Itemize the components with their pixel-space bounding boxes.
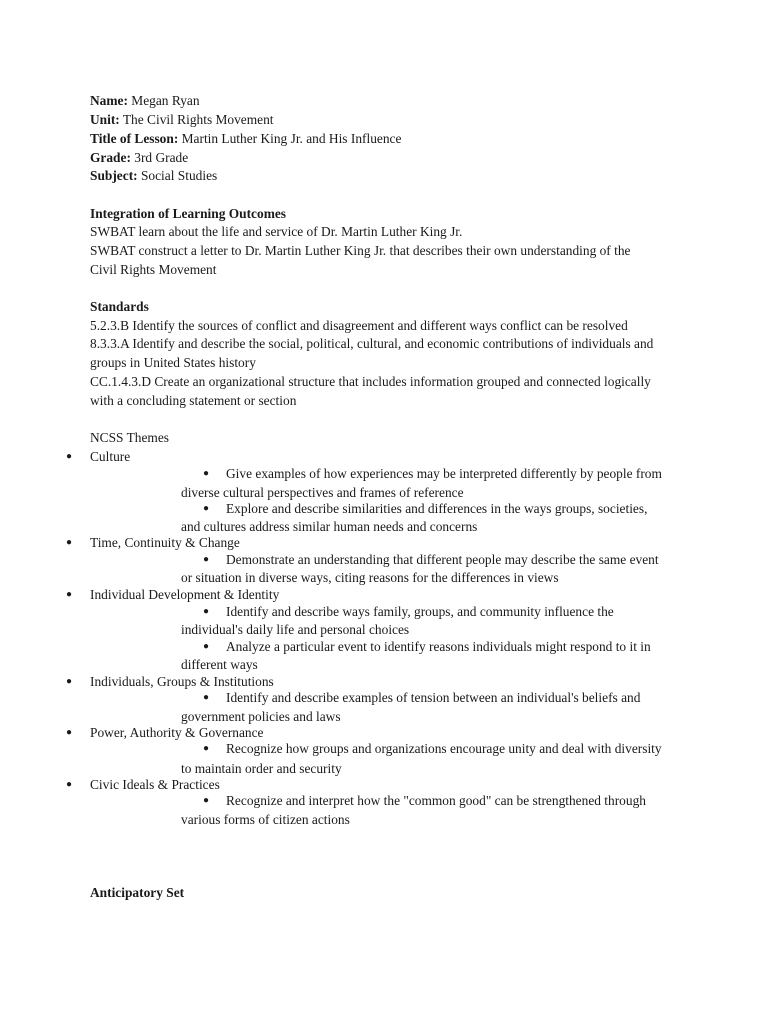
sub-item-cont: different ways [181, 657, 258, 672]
theme-item: Civic Ideals & Practices [90, 777, 220, 792]
sub-item: Explore and describe similarities and differences in the ways groups, societies, [226, 501, 648, 516]
bullet-icon: ● [203, 554, 210, 565]
sub-item: Analyze a particular event to identify reasons individuals might respond to it in [226, 639, 651, 654]
bullet-icon: ● [66, 589, 73, 600]
lesson-label: Title of Lesson: [90, 131, 179, 146]
sub-item-cont: to maintain order and security [181, 761, 342, 776]
outcomes-heading: Integration of Learning Outcomes [90, 206, 287, 221]
sub-item-cont: government policies and laws [181, 709, 341, 724]
sub-item: Give examples of how experiences may be interpreted differently by people from [226, 466, 662, 481]
standards-heading: Standards [90, 299, 149, 314]
bullet-icon: ● [203, 795, 210, 806]
grade-value: 3rd Grade [134, 150, 189, 165]
unit-value: The Civil Rights Movement [122, 112, 274, 127]
theme-item: Individuals, Groups & Institutions [90, 674, 274, 689]
theme-item: Power, Authority & Governance [90, 725, 264, 740]
grade-line [90, 149, 188, 167]
lesson-line [90, 130, 401, 148]
outcome-line: Civil Rights Movement [90, 262, 217, 277]
standard-line: CC.1.4.3.D Create an organizational structure that includes information grouped and connected logically [90, 374, 651, 389]
sub-item-cont: individual's daily life and personal choices [181, 622, 410, 637]
sub-item-cont: diverse cultural perspectives and frames of reference [181, 485, 464, 500]
outcome-line: SWBAT construct a letter to Dr. Martin Luther King Jr. that describes their own understanding of the [90, 243, 631, 258]
name-label: Name: [90, 93, 128, 108]
sub-item: Identify and describe examples of tension between an individual's beliefs and [226, 690, 641, 705]
bullet-icon: ● [203, 606, 210, 617]
grade-label: Grade: [90, 150, 131, 165]
anticipatory-heading: Anticipatory Set [90, 885, 185, 900]
ncss-heading: NCSS Themes [90, 430, 169, 445]
name-line [90, 92, 200, 110]
theme-item: Time, Continuity & Change [90, 535, 240, 550]
standard-line: groups in United States history [90, 355, 256, 370]
standard-line: 5.2.3.B Identify the sources of conflict and disagreement and different ways conflict can be resolved [90, 318, 628, 333]
sub-item-cont: various forms of citizen actions [181, 812, 350, 827]
bullet-icon: ● [66, 779, 73, 790]
subject-line [90, 167, 217, 185]
subject-value: Social Studies [140, 168, 218, 183]
unit-line [90, 111, 274, 129]
sub-item-cont: and cultures address similar human needs and concerns [181, 519, 478, 534]
bullet-icon: ● [66, 451, 73, 462]
bullet-icon: ● [66, 676, 73, 687]
sub-item: Identify and describe ways family, groups, and community influence the [226, 604, 614, 619]
theme-item: Culture [90, 449, 131, 464]
bullet-icon: ● [203, 503, 210, 514]
bullet-icon: ● [66, 727, 73, 738]
sub-item: Demonstrate an understanding that different people may describe the same event [226, 552, 659, 567]
bullet-icon: ● [203, 468, 210, 479]
name-value: Megan Ryan [131, 93, 200, 108]
outcome-line: SWBAT learn about the life and service of Dr. Martin Luther King Jr. [90, 224, 463, 239]
bullet-icon: ● [203, 692, 210, 703]
bullet-icon: ● [203, 641, 210, 652]
standard-line: with a concluding statement or section [90, 393, 297, 408]
unit-label: Unit: [90, 112, 120, 127]
sub-item-cont: or situation in diverse ways, citing reasons for the differences in views [181, 570, 559, 585]
standard-line: 8.3.3.A Identify and describe the social, political, cultural, and economic contributions of individuals and [90, 336, 654, 351]
sub-item: Recognize how groups and organizations encourage unity and deal with diversity [226, 741, 662, 756]
bullet-icon: ● [66, 537, 73, 548]
subject-label: Subject: [90, 168, 138, 183]
sub-item: Recognize and interpret how the "common good" can be strengthened through [226, 793, 646, 808]
bullet-icon: ● [203, 743, 210, 754]
lesson-value: Martin Luther King Jr. and His Influence [181, 131, 402, 146]
theme-item: Individual Development & Identity [90, 587, 280, 602]
